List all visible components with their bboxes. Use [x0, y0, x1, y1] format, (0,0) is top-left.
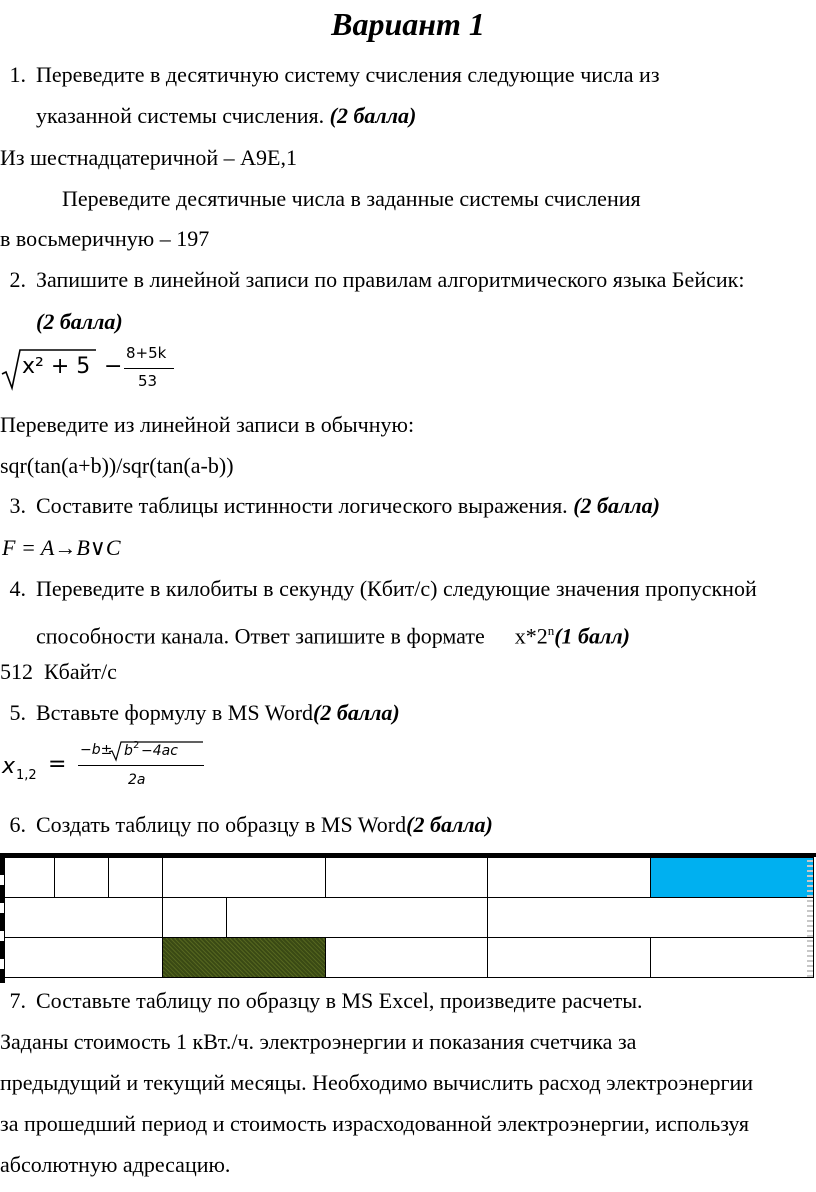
q6-number: 6.	[9, 812, 26, 837]
q3-logic-expression: F = A→B∨C	[2, 535, 121, 560]
q5-text-line1: Вставьте формулу в MS Word(2 балла)	[36, 700, 400, 725]
q7-paragraph-line2: предыдущий и текущий месяцы. Необходимо вычислить расход электроэнергии	[0, 1070, 754, 1095]
q2-number: 2.	[9, 267, 26, 292]
table-cell	[55, 858, 109, 898]
q4-text-line1: Переведите в килобиты в секунду (Кбит/с) следующие значения пропускной	[36, 576, 757, 601]
q4-format: x*2	[514, 623, 548, 649]
q1-sub-heading: Переведите десятичные числа в заданные системы счисления	[62, 186, 641, 211]
q2-formula-minus: −	[104, 354, 123, 379]
q1-points: (2 балла)	[329, 103, 417, 128]
q5-points: (2 балла)	[313, 700, 400, 725]
q7-text-line1: Составьте таблицу по образцу в MS Excel, произведите расчеты.	[36, 988, 643, 1013]
q5-fraction-bar	[78, 765, 204, 766]
q6-text-line1: Создать таблицу по образцу в MS Word(2 балла)	[36, 812, 493, 837]
table-cell	[488, 898, 814, 938]
q1-number: 1.	[9, 62, 26, 87]
table-row	[5, 938, 814, 978]
q5-numerator-prefix: −b±	[80, 742, 113, 758]
q2-formula-numerator: 8+5k	[126, 344, 167, 362]
q5-lhs: x	[2, 754, 16, 779]
table-cell	[163, 898, 227, 938]
sample-table	[4, 857, 814, 978]
table-row	[5, 898, 814, 938]
table-cell	[488, 938, 651, 978]
table-cell	[326, 938, 488, 978]
q4-value: 512 Кбайт/с	[0, 659, 117, 684]
table-left-dashed-border	[0, 857, 5, 983]
table-cell	[227, 898, 488, 938]
table-cell	[488, 858, 651, 898]
table-cell	[651, 938, 814, 978]
table-cell-green-pattern	[163, 938, 326, 978]
q2-formula-radicand: x² + 5	[22, 354, 91, 379]
q3-number: 3.	[9, 493, 26, 518]
q4-number: 4.	[9, 576, 26, 601]
q7-paragraph-line1: Заданы стоимость 1 кВт./ч. электроэнергии и показания счетчика за	[0, 1029, 637, 1054]
q1-text-line1: Переведите в десятичную систему счисления следующие числа из	[36, 62, 660, 87]
page-title: Вариант 1	[331, 6, 485, 42]
q3-points: (2 балла)	[573, 493, 660, 518]
q5-formula-image	[0, 740, 220, 796]
q2-linear-expression: sqr(tan(a+b))/sqr(tan(a-b))	[0, 453, 234, 478]
q5-number: 5.	[9, 700, 26, 725]
q7-number: 7.	[9, 988, 26, 1013]
q4-format-exponent: n	[547, 623, 555, 638]
q5-radicand-exponent: 2	[133, 740, 140, 751]
table-cell-blue	[651, 858, 814, 898]
table-cell	[5, 858, 55, 898]
q2-text-line1: Запишите в линейной записи по правилам алгоритмического языка Бейсик:	[36, 267, 745, 292]
q2-linear-heading: Переведите из линейной записи в обычную:	[0, 412, 415, 437]
table-cell	[163, 858, 326, 898]
q6-points: (2 балла)	[406, 812, 493, 837]
table-row	[5, 858, 814, 898]
table-cell	[5, 898, 163, 938]
q4-text-line2: способности канала. Ответ запишите в формате x*2$^n$(1 балл)	[36, 623, 630, 649]
q2-points: (2 балла)	[36, 309, 123, 334]
q1-text-line2: указанной системы счисления. (2 балла)	[36, 103, 417, 128]
q5-lhs-subscript: 1,2	[16, 768, 37, 783]
fraction-bar	[124, 368, 174, 369]
table-cell	[5, 938, 163, 978]
table-cell	[109, 858, 163, 898]
q3-text-line1: Составите таблицы истинности логического выражения. (2 балла)	[36, 493, 660, 518]
table-right-dotted-edge	[807, 860, 813, 980]
q5-denominator: 2a	[128, 772, 146, 788]
q4-points: (1 балл)	[554, 623, 630, 649]
q1-oct-task: в восьмеричную – 197	[0, 226, 210, 251]
q2-formula-image	[0, 344, 200, 394]
q5-radicand-rest: −4ac	[141, 743, 178, 759]
q7-paragraph-line4: абсолютную адресацию.	[0, 1152, 231, 1177]
q7-paragraph-line3: за прошедший период и стоимость израсходованной электроэнергии, используя	[0, 1111, 750, 1136]
table-cell	[326, 858, 488, 898]
q5-equals: =	[48, 752, 67, 777]
q2-formula-denominator: 53	[138, 372, 158, 390]
q1-hex-task: Из шестнадцатеричной – А9Е,1	[0, 145, 297, 170]
q5-radicand-base: b	[124, 743, 133, 759]
